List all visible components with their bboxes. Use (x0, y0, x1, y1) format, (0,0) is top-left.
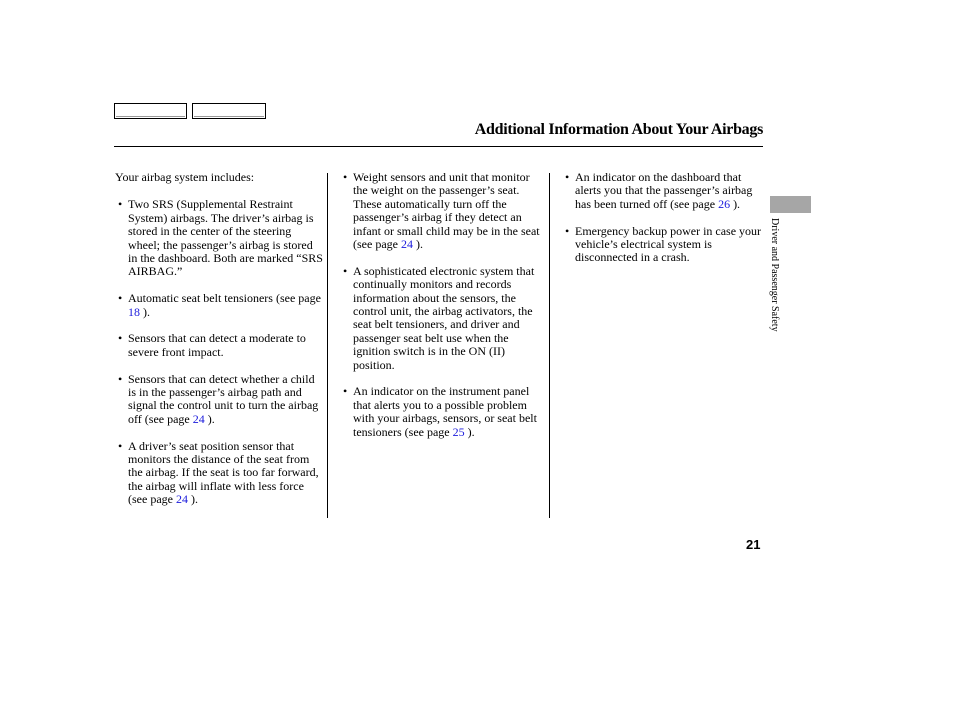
section-tab[interactable] (770, 196, 811, 213)
bullet-text: A driver’s seat position sensor that monitors the distance of the seat from the airbag. If the seat is too far forward, the airbag will inflate with less force (see page (128, 438, 319, 507)
bullet-text: Emergency backup power in case your vehicle’s electrical system is disconnected in a crash. (575, 223, 762, 265)
column-3 (562, 171, 767, 278)
bullet-text: An indicator on the instrument panel that alerts you to a possible problem with your airbags, sensors, or seat belt tensioners (see page (353, 384, 537, 439)
bullet-list (115, 198, 325, 506)
bullet-list (340, 171, 540, 439)
bullet-text: Sensors that can detect a moderate to severe front impact. (128, 331, 306, 359)
bullet-item (115, 332, 325, 359)
bullet-text: Automatic seat belt tensioners (see page (128, 291, 321, 306)
bullet-text-end: ). (730, 196, 741, 211)
column-1 (115, 171, 325, 520)
bullet-item (340, 265, 540, 372)
bullet-item (562, 171, 767, 211)
page-link[interactable]: 18 (128, 304, 140, 319)
bullet-list (562, 171, 767, 265)
bullet-item (115, 373, 325, 427)
page-link[interactable]: 24 (192, 411, 205, 426)
bullet-item (340, 385, 540, 439)
bullet-text: Weight sensors and unit that monitor the weight on the passenger’s seat. These automatically turn off the passenger’s airbag if they detect an infant or small child may be in the seat (see page (353, 170, 540, 252)
bullet-text: A sophisticated electronic system that continually monitors and records information about the sensors, the control unit, the airbag activators, the seat belt tensioners, and driver and passenger seat belt use when the ignition switch is in the ON (II) position. (353, 263, 535, 372)
bullet-item (115, 440, 325, 507)
page-number: 21 (746, 537, 761, 552)
page-link[interactable]: 25 (452, 424, 465, 439)
bullet-text-end: ). (187, 492, 198, 507)
bullet-item (562, 225, 767, 265)
page-title: Additional Information About Your Airbags (474, 121, 763, 138)
column-divider (549, 173, 550, 518)
nav-button-previous[interactable] (114, 103, 187, 119)
bullet-text: Two SRS (Supplemental Restraint System) airbags. The driver’s airbag is stored in the center of the steering wheel; the passenger’s airbag is stored in the dashboard. Both are marked “SRS AIRBAG.” (128, 197, 323, 279)
bullet-item (340, 171, 540, 251)
bullet-item (115, 198, 325, 278)
page-link[interactable]: 24 (175, 492, 188, 507)
bullet-text: An indicator on the dashboard that alerts you that the passenger’s airbag has been turned off (see page (575, 170, 753, 211)
bullet-text: Sensors that can detect whether a child is in the passenger’s airbag path and signal the control unit to turn the airbag off (see page (128, 371, 319, 426)
title-rule (114, 146, 763, 147)
page-link[interactable]: 26 (718, 196, 731, 211)
bullet-text-end: ). (412, 237, 423, 252)
bullet-text-end: ). (204, 411, 215, 426)
bullet-item (115, 292, 325, 319)
page-link[interactable]: 24 (400, 237, 413, 252)
section-tab-label: Driver and Passenger Safety (769, 218, 780, 332)
bullet-text-end: ). (464, 424, 475, 439)
column-2 (340, 171, 540, 452)
intro-text: Your airbag system includes: (115, 170, 255, 184)
nav-button-next[interactable] (192, 103, 266, 119)
bullet-text-end: ). (140, 304, 150, 319)
column-divider (327, 173, 328, 518)
